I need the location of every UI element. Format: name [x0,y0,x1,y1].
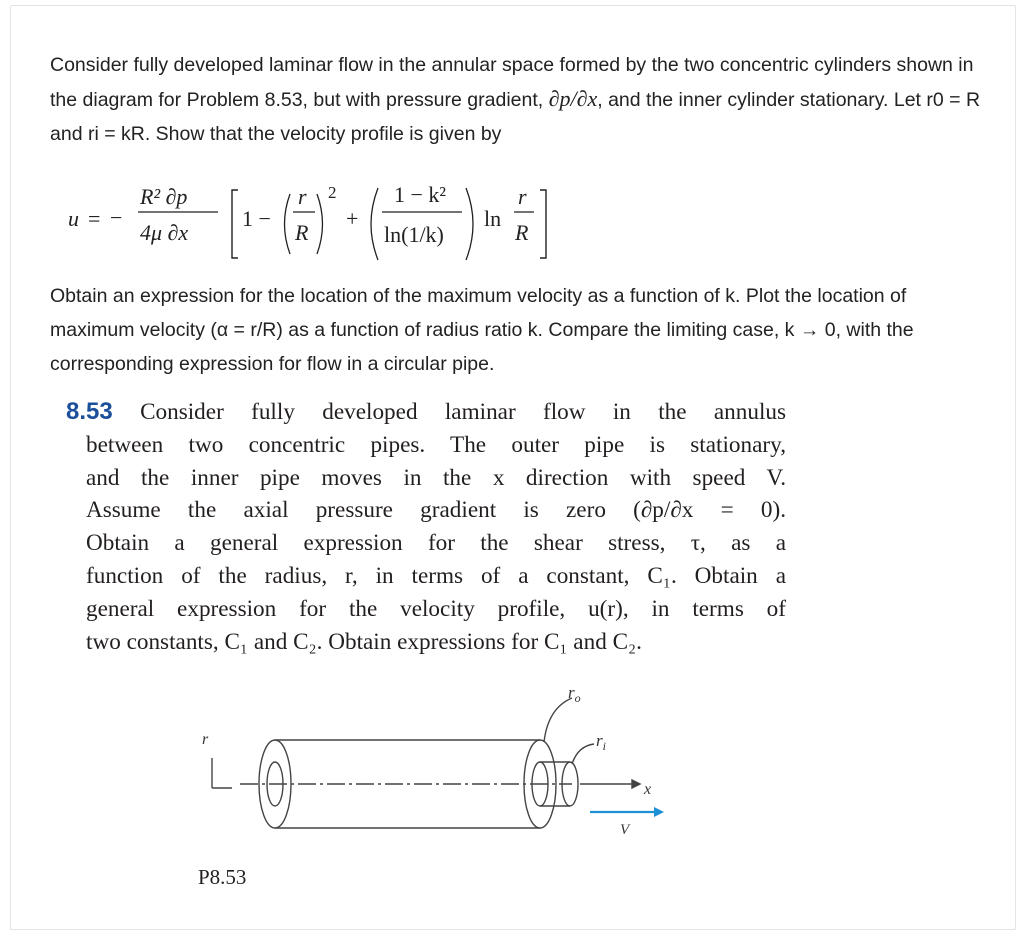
eq-ratio-denominator: R [295,220,309,245]
intro-text: Consider fully developed laminar flow in the annular space formed by the two concentric cylinders shown in the diagram for Problem 8.53, but with pressure gradient, [50,54,974,111]
textbook-line-4: Assume the axial pressure gradient is zero (∂p/∂x = 0). [86,497,786,524]
intro-end-text: , and the inner cylinder stationary. Let r0 = R and ri = kR. Show that the velocity profile is given by [50,89,981,145]
problem-number: 8.53 [66,398,113,425]
eq-r-denominator: R [515,220,529,245]
textbook-line-3: and the inner pipe moves in the x direction with speed V. [86,464,786,491]
textbook-line-2: between two concentric pipes. The outer pipe is stationary, [86,431,786,458]
eq-plus: + [346,206,359,231]
textbook-line-1: 8.53 Consider fully developed laminar flow in the annulus [66,398,787,425]
velocity-profile-equation [60,168,620,268]
figure-caption: P8.53 [198,865,247,889]
inner-radius-leader [572,744,594,764]
pressure-gradient-symbol: ∂p/∂x [548,86,598,111]
question-task: Obtain an expression for the location of the maximum velocity as a function of k. Plot the location of maximum velocity (α = r/R) as a function of radius ratio k. Compare the limiting case, k → 0, with the corresponding expression for flow in a circular pipe. [50,285,914,375]
textbook-line-6: function of the radius, r, in terms of a constant, C₁. Obtain a [86,562,786,589]
inner-radius-label: $r_i$ [596,731,606,753]
eq-one-minus: 1 − [242,206,271,231]
annulus-diagram [180,668,680,898]
textbook-problem-8-53 [66,396,787,658]
eq-ratio-numerator: r [298,184,307,209]
eq-r-numerator: r [518,184,527,209]
eq-ln: ln [484,206,502,231]
eq-u: u [68,206,79,231]
eq-frac2-numerator: 1 − k² [394,182,447,207]
textbook-line-7: general expression for the velocity profile, u(r), in terms of [86,595,786,622]
eq-equals: = [88,206,101,231]
textbook-line-5: Obtain a general expression for the shear stress, τ, as a [86,530,786,557]
textbook-line-8: two constants, C₁ and C₂. Obtain expressions for C₁ and C₂. [86,628,642,655]
eq-exponent: 2 [328,183,337,202]
eq-coef-denominator: 4μ ∂x [140,220,189,245]
outer-radius-label: $r_o$ [568,683,581,705]
eq-coef-numerator: R² ∂p [140,184,188,209]
eq-frac2-denominator: ln(1/k) [384,222,444,247]
question-intro [50,48,990,151]
r-axis-label: r [202,731,209,748]
outer-radius-leader [544,698,572,742]
x-axis-label: x [644,781,652,798]
velocity-label: V [620,822,630,838]
eq-minus: − [110,205,123,230]
